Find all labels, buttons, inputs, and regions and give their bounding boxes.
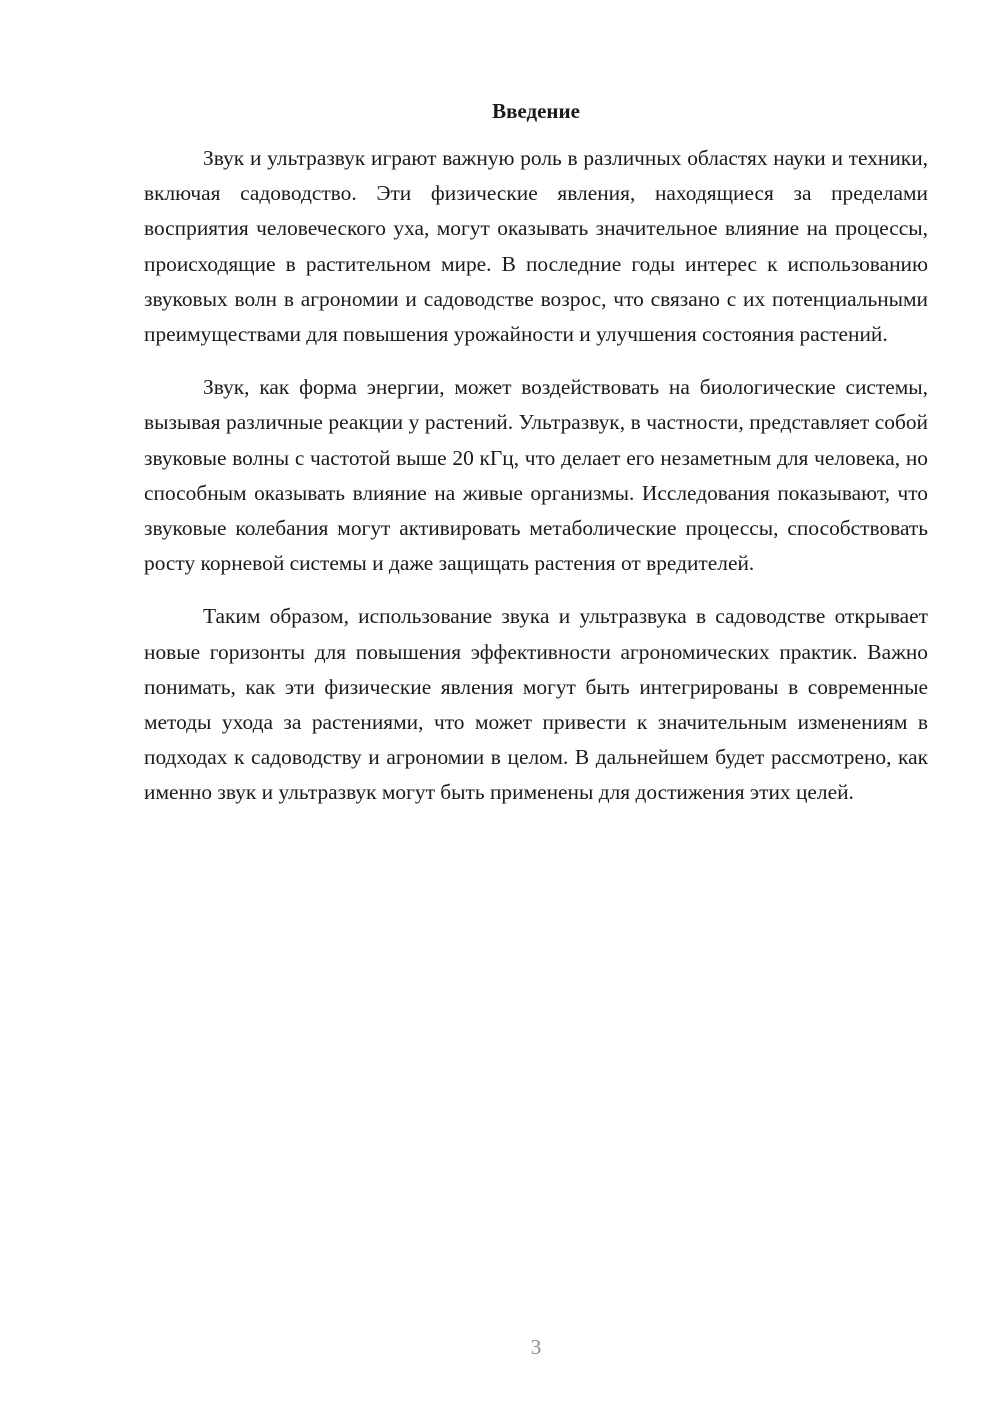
body-text <box>144 141 928 829</box>
page-number: 3 <box>530 1335 542 1359</box>
paragraph-3: Таким образом, использование звука и ультразвука в садоводстве открывает новые горизонты для повышения эффективности агрономических практик. Важно понимать, как эти физические явления могут быть интегрированы в современные методы ухода за растениями, что может привести к значительным изменениям в подходах к садоводству и агрономии в целом. В дальнейшем будет рассмотрено, как именно звук и ультразвук могут быть применены для достижения этих целей. <box>144 604 928 805</box>
paragraph-1: Звук и ультразвук играют важную роль в различных областях науки и техники, включая садоводство. Эти физические явления, находящиеся за пределами восприятия человеческого уха, могут оказывать значительное влияние на процессы, происходящие в растительном мире. В последние годы интерес к использованию звуковых волн в агрономии и садоводстве возрос, что связано с их потенциальными преимуществами для повышения урожайности и улучшения состояния растений. <box>144 146 928 347</box>
paragraph-2: Звук, как форма энергии, может воздействовать на биологические системы, вызывая различные реакции у растений. Ультразвук, в частности, представляет собой звуковые волны с частотой выше 20 кГц, что делает его незаметным для человека, но способным оказывать влияние на живые организмы. Исследования показывают, что звуковые колебания могут активировать метаболические процессы, способствовать росту корневой системы и даже защищать растения от вредителей. <box>144 375 928 576</box>
section-title: Введение <box>492 99 580 123</box>
